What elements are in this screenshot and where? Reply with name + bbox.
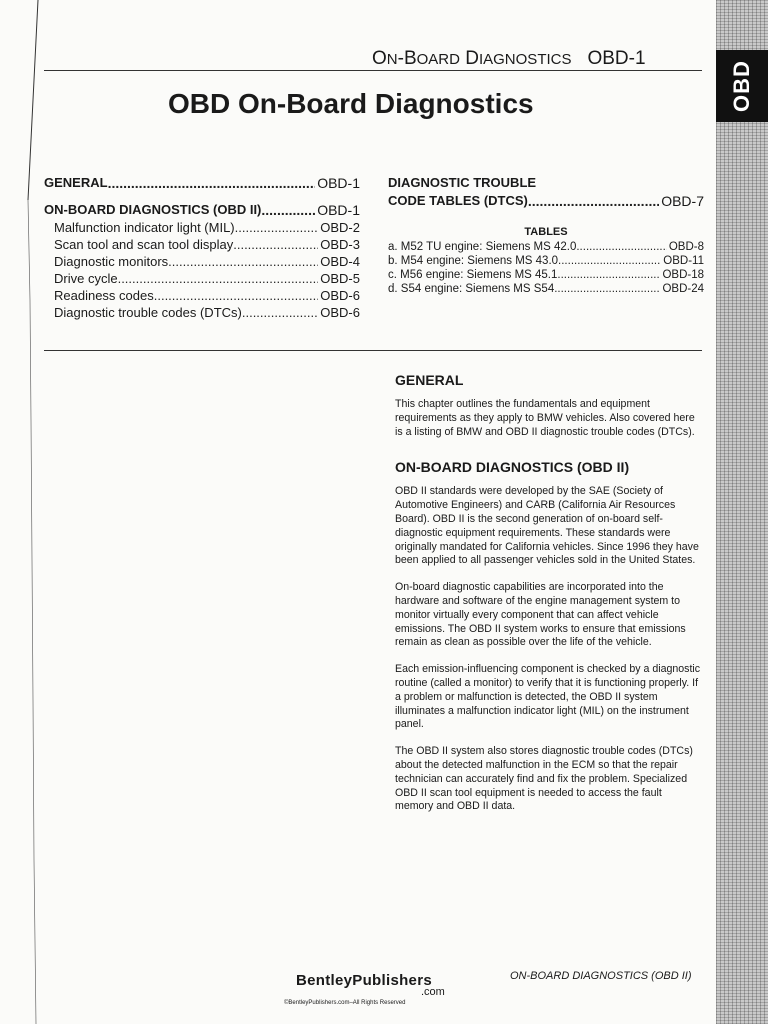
publisher-brand-suffix: .com <box>421 986 445 998</box>
toc-entry[interactable]: Drive cycle ..... OBD-5 <box>44 270 360 287</box>
general-paragraph: This chapter outlines the fundamentals and equipment requirements as they apply to BMW vehicles. Also covered here is a listing of BMW and OBD II diagnostic trouble codes (DTCs). <box>395 398 695 438</box>
tables-heading: TABLES <box>524 226 568 238</box>
toc-left-column <box>44 174 360 321</box>
chapter-tab-label: OBD <box>728 60 754 112</box>
toc-entry[interactable]: Malfunction indicator light (MIL) ..... OBD-2 <box>44 219 360 236</box>
toc-entry-general[interactable]: GENERAL ..... OBD-1 <box>44 174 360 192</box>
toc-entry-dtc-tables[interactable]: CODE TABLES (DTCS) ..... OBD-7 <box>388 192 704 210</box>
obd2-paragraph-1: OBD II standards were developed by the SAE (Society of Automotive Engineers) and CARB (California Air Resources Board). OBD II is the second generation of on-board self-diagnostic equipment requirements. These standards were originally mandated for California vehicles. Since 1996 they have been applied to all passenger vehicles sold in the United States. <box>395 485 699 567</box>
toc-entry[interactable]: Scan tool and scan tool display ..... OBD-3 <box>44 236 360 253</box>
running-header: ON-BOARD DIAGNOSTICS OBD-1 <box>372 48 646 69</box>
toc-table-entry[interactable]: b. M54 engine: Siemens MS 43.0 ..... OBD-11 <box>388 254 704 268</box>
obd2-heading: ON-BOARD DIAGNOSTICS (OBD II) <box>395 459 630 476</box>
toc-dtc-heading: DIAGNOSTIC TROUBLE <box>388 175 537 190</box>
section-rule <box>44 350 702 351</box>
page-edge-strip <box>716 0 768 1024</box>
toc-table-entry[interactable]: a. M52 TU engine: Siemens MS 42.0 ..... OBD-8 <box>388 240 704 254</box>
toc-entry[interactable]: Readiness codes ..... OBD-6 <box>44 287 360 304</box>
toc-table-entry[interactable]: c. M56 engine: Siemens MS 45.1 ..... OBD-18 <box>388 268 704 282</box>
obd2-paragraph-4: The OBD II system also stores diagnostic trouble codes (DTCs) about the detected malfunction in the ECM so that the repair technician can accurately find and fix the problem. Specialized OBD II scan tool equipment is needed to access the fault memory and OBD II data. <box>395 745 693 813</box>
header-page-number: OBD-1 <box>587 48 646 69</box>
publisher-brand: BentleyPublishers <box>296 972 432 989</box>
scan-edge-line <box>0 0 40 1024</box>
publisher-logo <box>284 972 445 1006</box>
body-column <box>395 372 701 827</box>
header-rule <box>44 70 702 71</box>
obd2-paragraph-2: On-board diagnostic capabilities are incorporated into the hardware and software of the engine management system to monitor virtually every component that can affect vehicle emissions. The OBD II system works to ensure that emissions remain as clean as possible over the life of the vehicle. <box>395 581 686 649</box>
copyright-notice: ©BentleyPublishers.com–All Rights Reserved <box>284 1000 406 1006</box>
toc-entry[interactable]: Diagnostic trouble codes (DTCs) ..... OBD-6 <box>44 304 360 321</box>
toc-entry[interactable]: Diagnostic monitors ..... OBD-4 <box>44 253 360 270</box>
toc-table-entry[interactable]: d. S54 engine: Siemens MS S54 ..... OBD-24 <box>388 282 704 296</box>
general-heading: GENERAL <box>395 372 464 388</box>
page-title: OBD On-Board Diagnostics <box>168 88 534 119</box>
toc-entry-obd2[interactable]: ON-BOARD DIAGNOSTICS (OBD II) ..... OBD-1 <box>44 201 360 219</box>
toc-right-column <box>388 174 704 296</box>
chapter-tab <box>716 50 768 122</box>
running-footer: ON-BOARD DIAGNOSTICS (OBD II) <box>510 970 692 982</box>
obd2-paragraph-3: Each emission-influencing component is checked by a diagnostic routine (called a monitor) to verify that it is functioning properly. If a problem or malfunction is detected, the OBD II system illuminates a malfunction indicator light (MIL) on the instrument panel. <box>395 663 701 731</box>
